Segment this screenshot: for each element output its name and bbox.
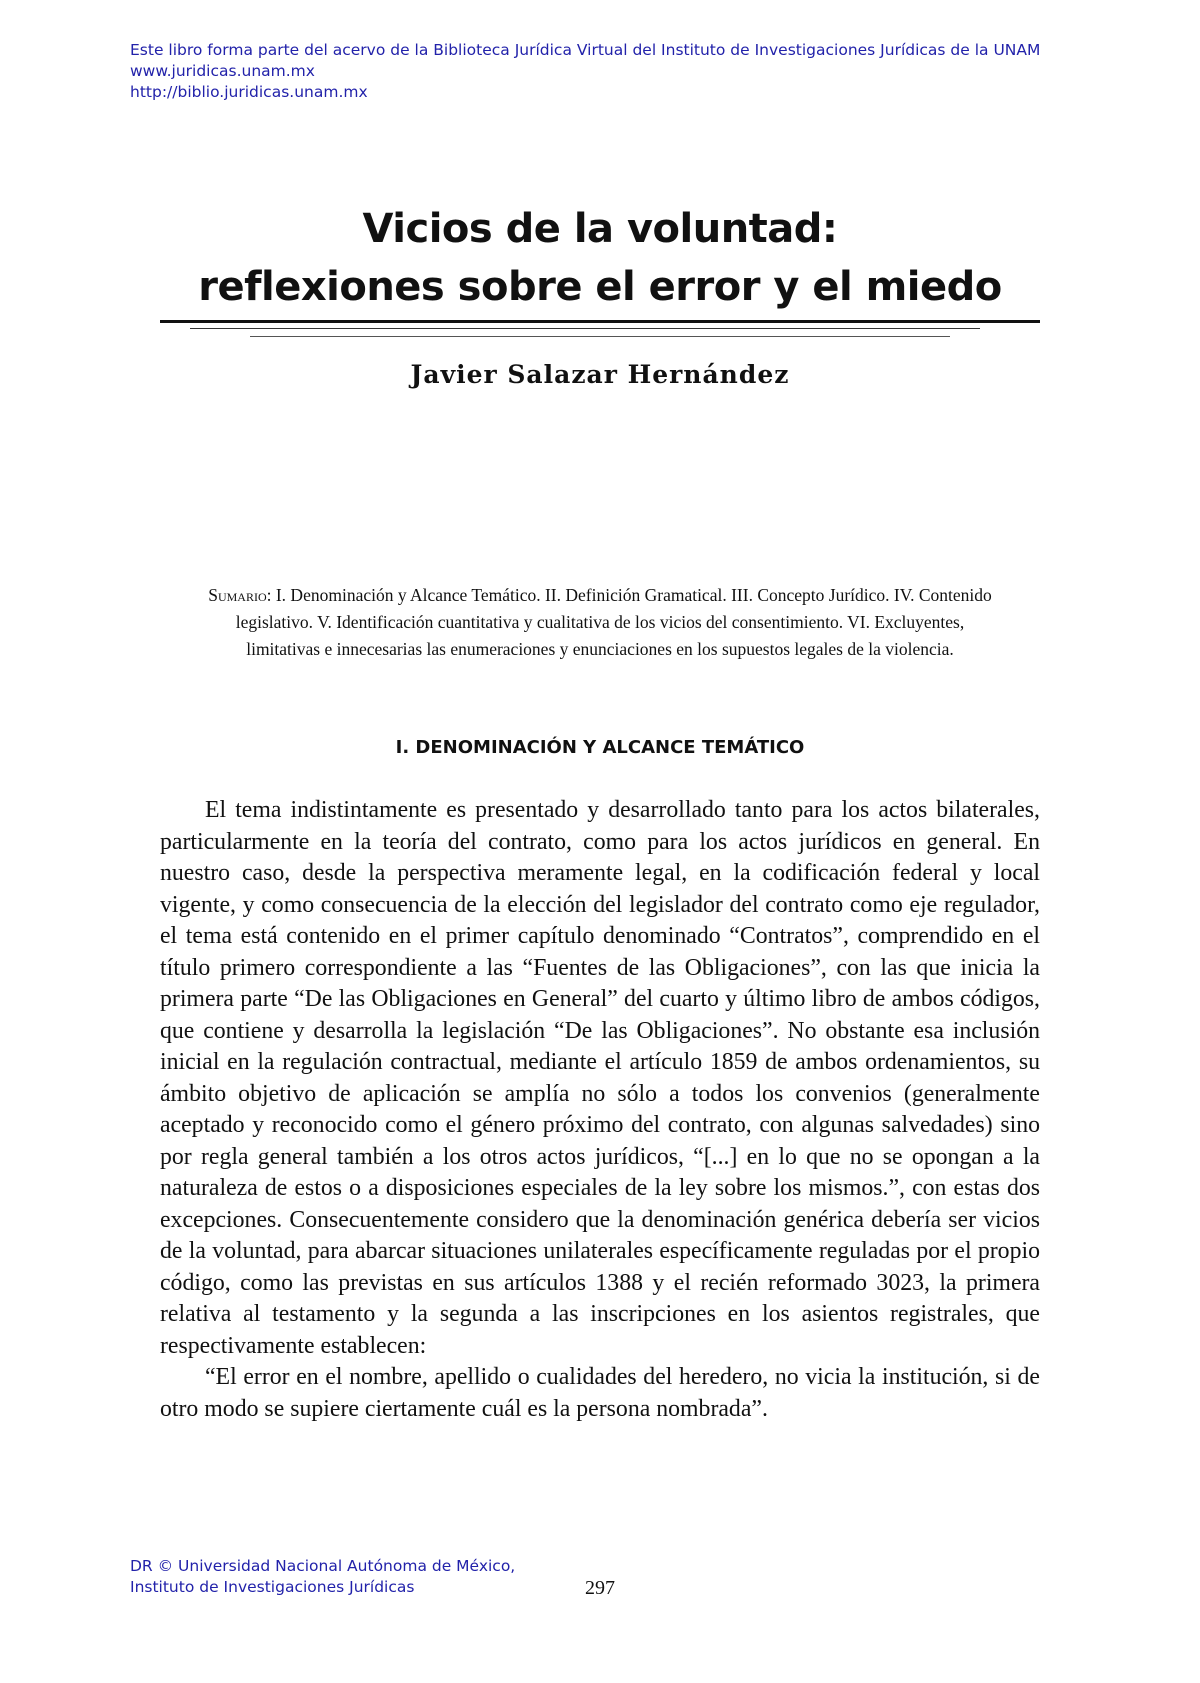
title-rule-faint	[250, 336, 950, 337]
summary-label: Sumario:	[208, 585, 272, 605]
copyright-line-1: DR © Universidad Nacional Autónoma de México,	[130, 1557, 516, 1575]
library-notice	[130, 40, 1130, 103]
library-url-1[interactable]: www.juridicas.unam.mx	[130, 62, 315, 80]
title-line-1: Vicios de la voluntad:	[362, 206, 838, 252]
summary-text: I. Denominación y Alcance Temático. II. Definición Gramatical. III. Concepto Jurídico. IV. Contenido legislativo. V. Identificación cuantitativa y cualitativa de los vicios del consentimiento. VI. Excluyentes, limitativas e innecesarias las enumeraciones y enunciaciones en los supuestos legales de la violencia.	[235, 585, 992, 659]
copyright-line-2: Instituto de Investigaciones Jurídicas	[130, 1578, 415, 1596]
page-number: 297	[585, 1577, 615, 1599]
paragraph: El tema indistintamente es presentado y desarrollado tanto para los actos bilaterales, particularmente en la teoría del contrato, como para los actos jurídicos en general. En nuestro caso, desde la perspectiva meramente legal, en la codificación federal y local vigente, y como consecuencia de la elección del legislador del contrato como eje regulador, el tema está contenido en el primer capítulo denominado “Contratos”, comprendido en el título primero correspondiente a las “Fuentes de las Obligaciones”, con las que inicia la primera parte “De las Obligaciones en General” del cuarto y último libro de ambos códigos, que contiene y desarrolla la legislación “De las Obligaciones”. No obstante esa inclusión inicial en la regulación contractual, mediante el artículo 1859 de ambos ordenamientos, su ámbito objetivo de aplicación se amplía no sólo a todos los convenios (generalmente aceptado y reconocido como el género próximo del contrato, con algunas salvedades) sino por regla general también a los otros actos jurídicos, “[...] en lo que no se opongan a la naturaleza de estos o a disposiciones especiales de la ley sobre los mismos.”, con estas dos excepciones. Consecuentemente considero que la denominación genérica debería ser vicios de la voluntad, para abarcar situaciones unilaterales específicamente reguladas por el propio código, como las previstas en sus artículos 1388 y el recién reformado 3023, la primera relativa al testamento y la segunda a las inscripciones en los asientos registrales, que respectivamente establecen:	[160, 797, 1040, 1359]
title-line-2: reflexiones sobre el error y el miedo	[198, 264, 1002, 310]
title-rule-thin	[190, 328, 980, 329]
body-text	[160, 795, 1040, 1425]
title-rule-thick	[160, 320, 1040, 323]
library-notice-line: Este libro forma parte del acervo de la Biblioteca Jurídica Virtual del Instituto de Investigaciones Jurídicas de la UNAM	[130, 41, 1041, 59]
copyright-notice	[130, 1556, 730, 1598]
page-title	[150, 200, 1050, 316]
author-name: Javier Salazar Hernández	[410, 360, 790, 389]
section-heading: I. DENOMINACIÓN Y ALCANCE TEMÁTICO	[395, 737, 805, 758]
library-url-2[interactable]: http://biblio.juridicas.unam.mx	[130, 83, 368, 101]
quote-paragraph: “El error en el nombre, apellido o cualidades del heredero, no vicia la institución, si de otro modo se supiere ciertamente cuál es la persona nombrada”.	[160, 1364, 1040, 1422]
summary-block	[205, 582, 995, 663]
